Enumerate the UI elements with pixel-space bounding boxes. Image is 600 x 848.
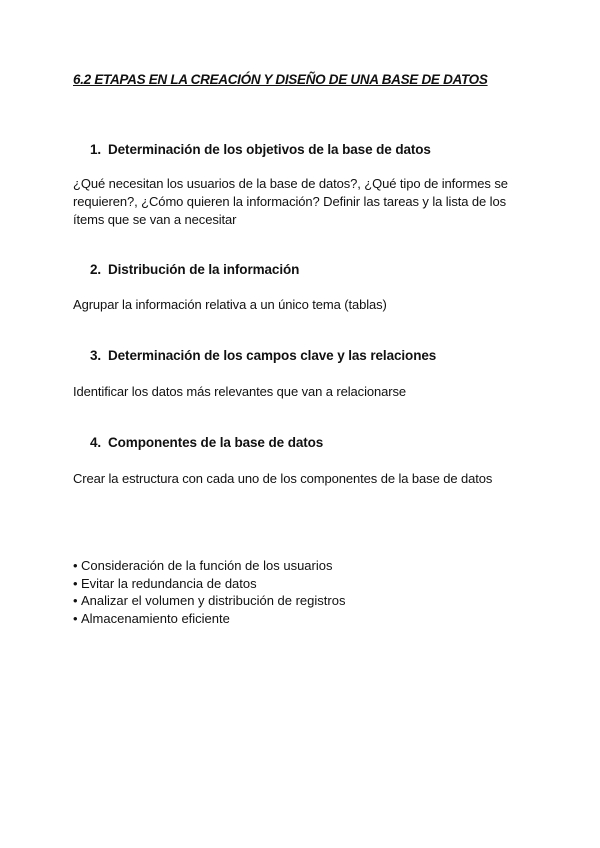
section-heading-4 — [90, 435, 323, 450]
list-item-text: Analizar el volumen y distribución de registros — [81, 593, 346, 608]
section-text-1: ¿Qué necesitan los usuarios de la base de datos?, ¿Qué tipo de informes se requieren?, ¿Cómo quieren la información? Definir las tareas y la lista de los ítems que se van a necesitar — [73, 176, 508, 227]
document-title: 6.2 ETAPAS EN LA CREACIÓN Y DISEÑO DE UNA BASE DE DATOS — [73, 72, 488, 87]
bullet-list — [73, 557, 345, 627]
list-item — [73, 557, 345, 575]
list-item — [73, 575, 345, 593]
list-item — [73, 610, 345, 628]
bullet-icon: • — [73, 575, 78, 591]
section-heading-text-3: Determinación de los campos clave y las relaciones — [108, 348, 437, 363]
bullet-icon: • — [73, 593, 78, 608]
section-heading-text-4: Componentes de la base de datos — [108, 435, 324, 450]
list-item-text: Consideración de la función de los usuarios — [81, 558, 333, 573]
list-item — [73, 592, 345, 610]
bullet-icon: • — [73, 558, 78, 573]
section-text-4: Crear la estructura con cada uno de los componentes de la base de datos — [73, 471, 493, 486]
section-heading-2 — [90, 262, 299, 277]
list-item-text: Evitar la redundancia de datos — [81, 575, 257, 591]
list-item-text: Almacenamiento eficiente — [81, 610, 230, 626]
section-heading-1 — [90, 142, 431, 157]
bullet-icon: • — [73, 610, 78, 626]
section-number-2: 2. — [90, 262, 102, 277]
section-number-1: 1. — [90, 142, 102, 157]
section-heading-text-1: Determinación de los objetivos de la base de datos — [108, 142, 431, 157]
section-text-2: Agrupar la información relativa a un único tema (tablas) — [73, 297, 387, 312]
section-number-4: 4. — [90, 435, 102, 450]
section-text-3: Identificar los datos más relevantes que van a relacionarse — [73, 384, 407, 399]
section-number-3: 3. — [90, 348, 102, 363]
section-heading-3 — [90, 348, 436, 363]
section-heading-text-2: Distribución de la información — [108, 262, 300, 277]
